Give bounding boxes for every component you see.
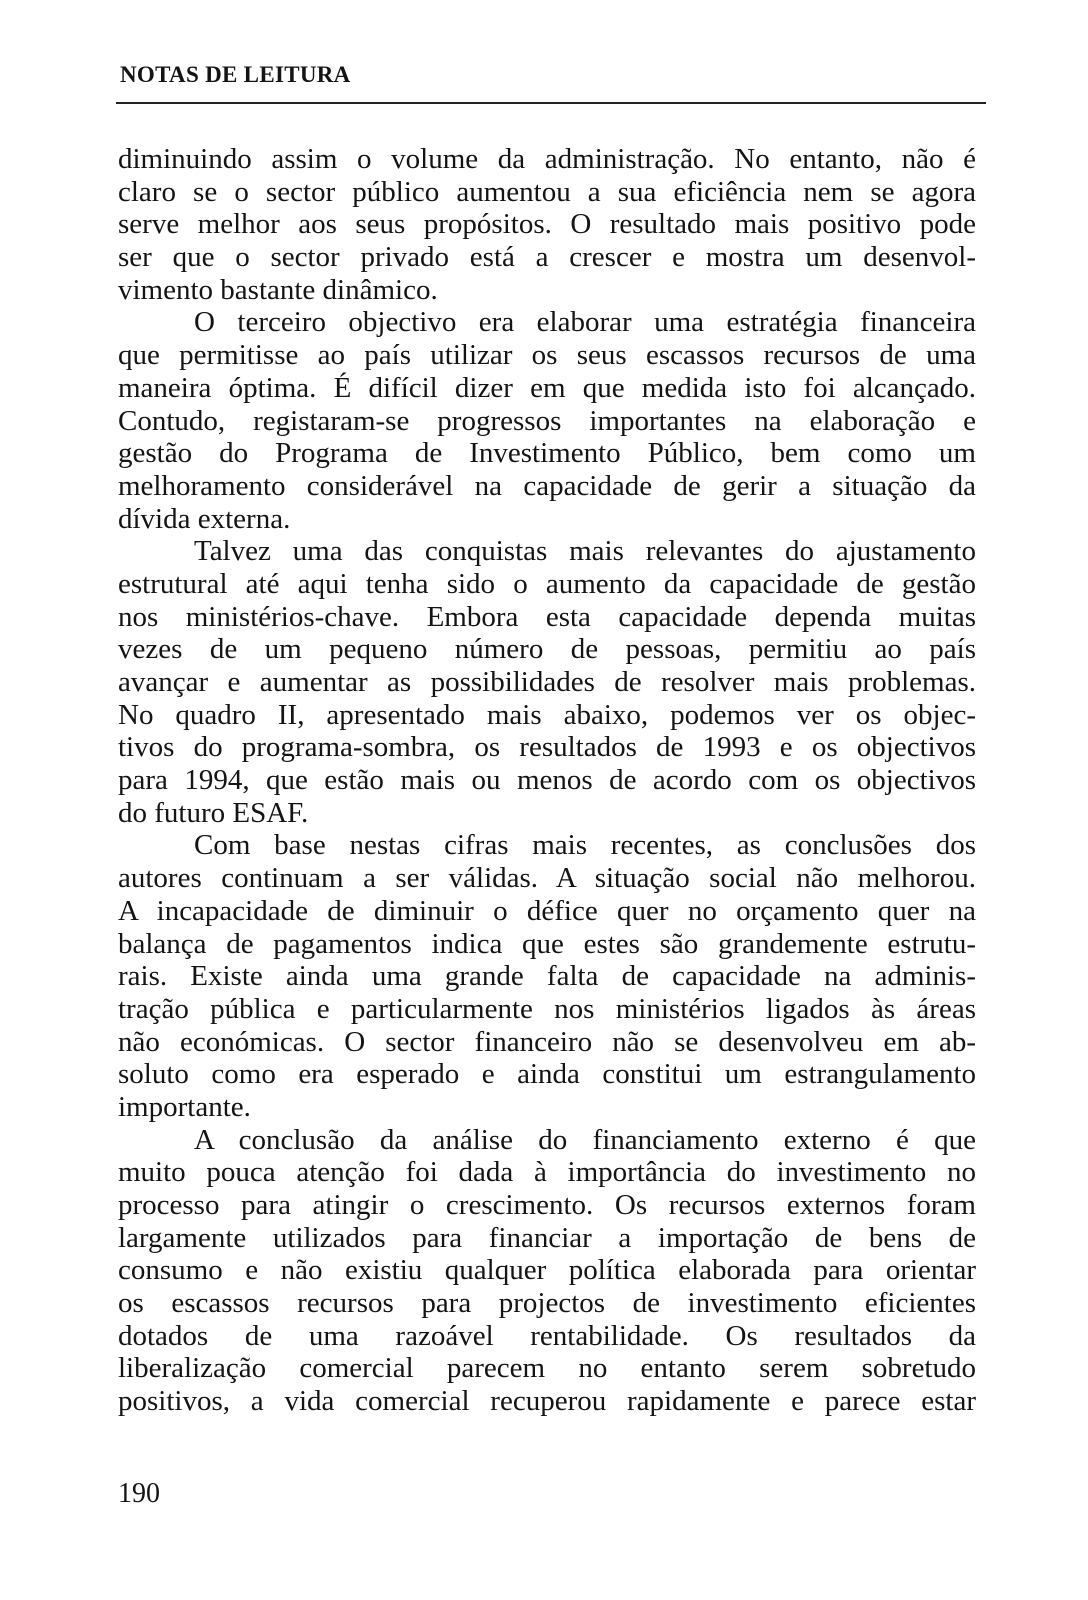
text-line: melhoramento considerável na capacidade de gerir a situação da (118, 469, 976, 502)
text-line: diminuindo assim o volume da administração. No entanto, não é (118, 143, 976, 175)
text-line: soluto como era esperado e ainda constitui um estrangulamento (118, 1058, 976, 1091)
text-line: nos ministérios-chave. Embora esta capacidade dependa muitas (118, 600, 976, 633)
text-line: não económicas. O sector financeiro não se desenvolveu em ab- (118, 1025, 976, 1058)
text-line: positivos, a vida comercial recuperou rapidamente e parece estar (118, 1385, 976, 1418)
text-line: Contudo, registaram-se progressos importantes na elaboração e (118, 404, 976, 437)
text-line: Com base nestas cifras mais recentes, as conclusões dos (194, 829, 976, 862)
text-line: balança de pagamentos indica que estes são grandemente estrutu- (118, 927, 976, 960)
text-line: claro se o sector público aumentou a sua eficiência nem se agora (118, 175, 976, 208)
text-line: A incapacidade de diminuir o défice quer no orçamento quer na (118, 894, 976, 927)
text-line: tivos do programa-sombra, os resultados de 1993 e os objectivos (118, 731, 976, 764)
text-line: vezes de um pequeno número de pessoas, permitiu ao país (118, 633, 976, 666)
text-line: que permitisse ao país utilizar os seus escassos recursos de uma (118, 339, 976, 372)
text-line: consumo e não existiu qualquer política elaborada para orientar (118, 1254, 976, 1287)
paragraph (118, 535, 976, 829)
text-line: Talvez uma das conquistas mais relevantes do ajustamento (194, 535, 976, 568)
text-line: serve melhor aos seus propósitos. O resultado mais positivo pode (118, 208, 976, 241)
body-text (118, 143, 976, 1418)
text-line: ser que o sector privado está a crescer e mostra um desenvol- (118, 241, 976, 274)
text-line: largamente utilizados para financiar a importação de bens de (118, 1221, 976, 1254)
text-line: tração pública e particularmente nos ministérios ligados às áreas (118, 992, 976, 1025)
text-line: avançar e aumentar as possibilidades de resolver mais problemas. (118, 666, 976, 698)
paragraph (118, 143, 976, 306)
paragraph (118, 1124, 976, 1418)
text-line: importante. (118, 1090, 251, 1123)
paragraph (118, 306, 976, 535)
text-line: processo para atingir o crescimento. Os recursos externos foram (118, 1189, 976, 1221)
paragraph (118, 829, 976, 1123)
text-line: rais. Existe ainda uma grande falta de capacidade na adminis- (118, 960, 976, 993)
text-line: A conclusão da análise do financiamento externo é que (194, 1123, 976, 1156)
text-line: do futuro ESAF. (118, 796, 309, 829)
text-line: gestão do Programa de Investimento Público, bem como um (118, 437, 976, 470)
text-line: maneira óptima. É difícil dizer em que medida isto foi alcançado. (118, 371, 976, 404)
header-rule (116, 102, 986, 104)
text-line: No quadro II, apresentado mais abaixo, podemos ver os objec- (118, 698, 976, 731)
text-line: O terceiro objectivo era elaborar uma estratégia financeira (194, 306, 976, 339)
page-number: 190 (118, 1478, 160, 1509)
text-line: os escassos recursos para projectos de investimento eficientes (118, 1287, 976, 1320)
text-line: vimento bastante dinâmico. (118, 273, 438, 306)
text-line: dotados de uma razoável rentabilidade. Os resultados da (118, 1319, 976, 1352)
text-line: autores continuam a ser válidas. A situação social não melhorou. (118, 862, 976, 895)
text-line: dívida externa. (118, 502, 291, 535)
text-line: estrutural até aqui tenha sido o aumento da capacidade de gestão (118, 567, 976, 600)
text-line: muito pouca atenção foi dada à importância do investimento no (118, 1156, 976, 1189)
text-line: para 1994, que estão mais ou menos de acordo com os objectivos (118, 764, 976, 797)
running-header: NOTAS DE LEITURA (120, 62, 351, 87)
text-line: liberalização comercial parecem no entanto serem sobretudo (118, 1352, 976, 1385)
